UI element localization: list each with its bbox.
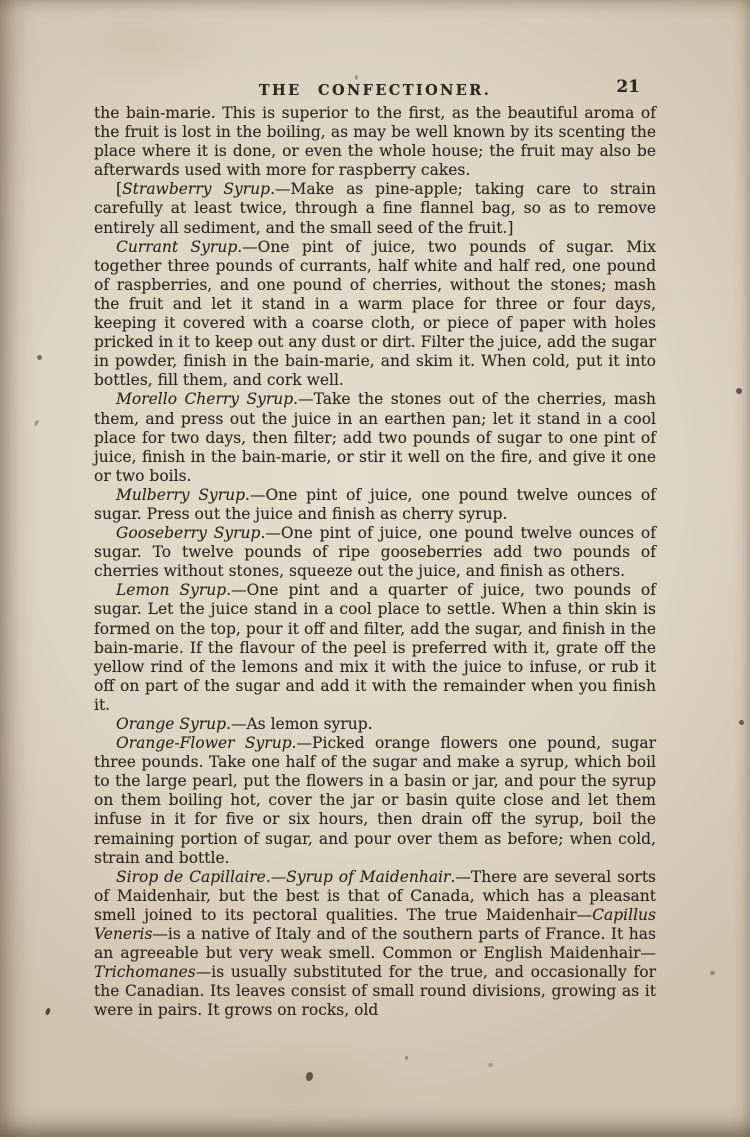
recipe-title: Orange-Flower Syrup: [116, 734, 292, 753]
page-number: 21: [616, 77, 640, 97]
recipe-title: Morello Cherry Syrup: [116, 390, 294, 409]
text-segment: .—Make as pine-apple; taking care to strain carefully at least twice, through a fine flannel bag, so as to remove entirely all sediment, and the small seed of the fruit.]: [94, 180, 656, 237]
recipe-title: Trichomanes: [94, 963, 196, 982]
text-segment: the bain-marie. This is superior to the first, as the beautiful aroma of the fruit is lost in the boiling, as may be well known by its scenting the place where it is done, or even the whole house; the fruit may also be afterwards used with more for raspberry cakes.: [94, 104, 656, 180]
paragraph: [94, 104, 656, 180]
paragraph: [94, 486, 656, 524]
text-segment: .—One pint of juice, one pound twelve ounces of sugar. Press out the juice and finish as cherry syrup.: [94, 485, 657, 523]
text-segment: .—There are several sorts of Maidenhair, but the best is that of Canada, which has a pleasant smell joined to its pectoral qualities. The true Maidenhair—: [94, 867, 657, 924]
text-segment: [: [116, 180, 123, 199]
running-head: [94, 80, 656, 99]
scan-speck: [45, 1008, 51, 1016]
recipe-title: Orange Syrup: [116, 715, 227, 733]
text-segment: —is usually substituted for the true, and occasionally for the Canadian. Its leaves consist of small round divisions, growing as it were in pairs. It grows on rocks, old: [94, 963, 656, 1020]
text-segment: .—Take the stones out of the cherries, mash them, and press out the juice in an earthen pan; let it stand in a cool place for two days, then filter; add two pounds of sugar to one pint of juice, finish in the bain-marie, or stir it well on the fire, and give it one or two boils.: [94, 390, 657, 485]
recipe-title: Lemon Syrup: [116, 581, 227, 600]
text-segment: —is a native of Italy and of the southern parts of France. It has an agreeable but very weak smell. Common or English Maidenhair—: [94, 925, 656, 963]
paragraph: [94, 715, 656, 734]
scan-speck: [37, 355, 42, 360]
paragraph: [94, 581, 656, 715]
paragraph: [94, 390, 656, 485]
recipe-title: Mulberry Syrup: [116, 485, 246, 504]
scan-speck: [488, 1063, 493, 1067]
paragraph: [94, 868, 656, 1021]
scan-speck: [710, 971, 715, 975]
page-body: [94, 104, 656, 1021]
scan-speck: [405, 1056, 408, 1060]
text-segment: .—One pint of juice, one pound twelve ounces of sugar. To twelve pounds of ripe gooseberries add two pounds of cherries without stones, squeeze out the juice, and finish as others.: [94, 524, 656, 581]
paragraph: [94, 238, 656, 391]
recipe-title: Currant Syrup: [116, 237, 238, 256]
paragraph: [94, 524, 656, 581]
scan-speck: [739, 720, 744, 725]
paragraph: [94, 180, 656, 237]
paragraph: [94, 734, 656, 868]
page-title: THE CONFECTIONER.: [258, 82, 492, 99]
text-segment: .—One pint and a quarter of juice, two pounds of sugar. Let the juice stand in a cool place to settle. When a thin skin is formed on the top, pour it off and filter, add the sugar, and finish in the bain-marie. If the flavour of the peel is preferred with it, grate off the yellow rind of the lemons and mix it with the juice to infuse, or rub it off on part of the sugar and add it with the remainder when you finish it.: [94, 581, 656, 714]
text-segment: .—As lemon syrup.: [226, 715, 373, 733]
text-segment: .—One pint of juice, two pounds of sugar. Mix together three pounds of currants, half white and half red, one pound of raspberries, and one pound of cherries, without the stones; mash the fruit and let it stand in a warm place for three or four days, keeping it covered with a coarse cloth, or piece of paper with holes pricked in it to keep out any dust or dirt. Filter the juice, add the sugar in powder, finish in the bain-marie, and skim it. When cold, put it into bottles, fill them, and cork well.: [94, 237, 657, 390]
scan-speck: [306, 1072, 313, 1081]
scan-speck: [736, 388, 742, 394]
recipe-title: Strawberry Syrup: [122, 180, 271, 199]
recipe-title: Gooseberry Syrup: [116, 524, 261, 543]
recipe-title: Sirop de Capillaire.—Syrup of Maidenhair: [116, 867, 451, 886]
text-segment: .—Picked orange flowers one pound, sugar three pounds. Take one half of the sugar and make a syrup, which boil to the large pearl, put the flowers in a basin or jar, and pour the syrup on them boiling hot, cover the jar or basin quite close and let them infuse in it for five or six hours, then drain off the syrup, boil the remaining portion of sugar, and pour over them as before; when cold, strain and bottle.: [94, 734, 657, 867]
scan-speck: [34, 420, 39, 427]
recipe-title: Capillus Veneris: [94, 905, 656, 944]
